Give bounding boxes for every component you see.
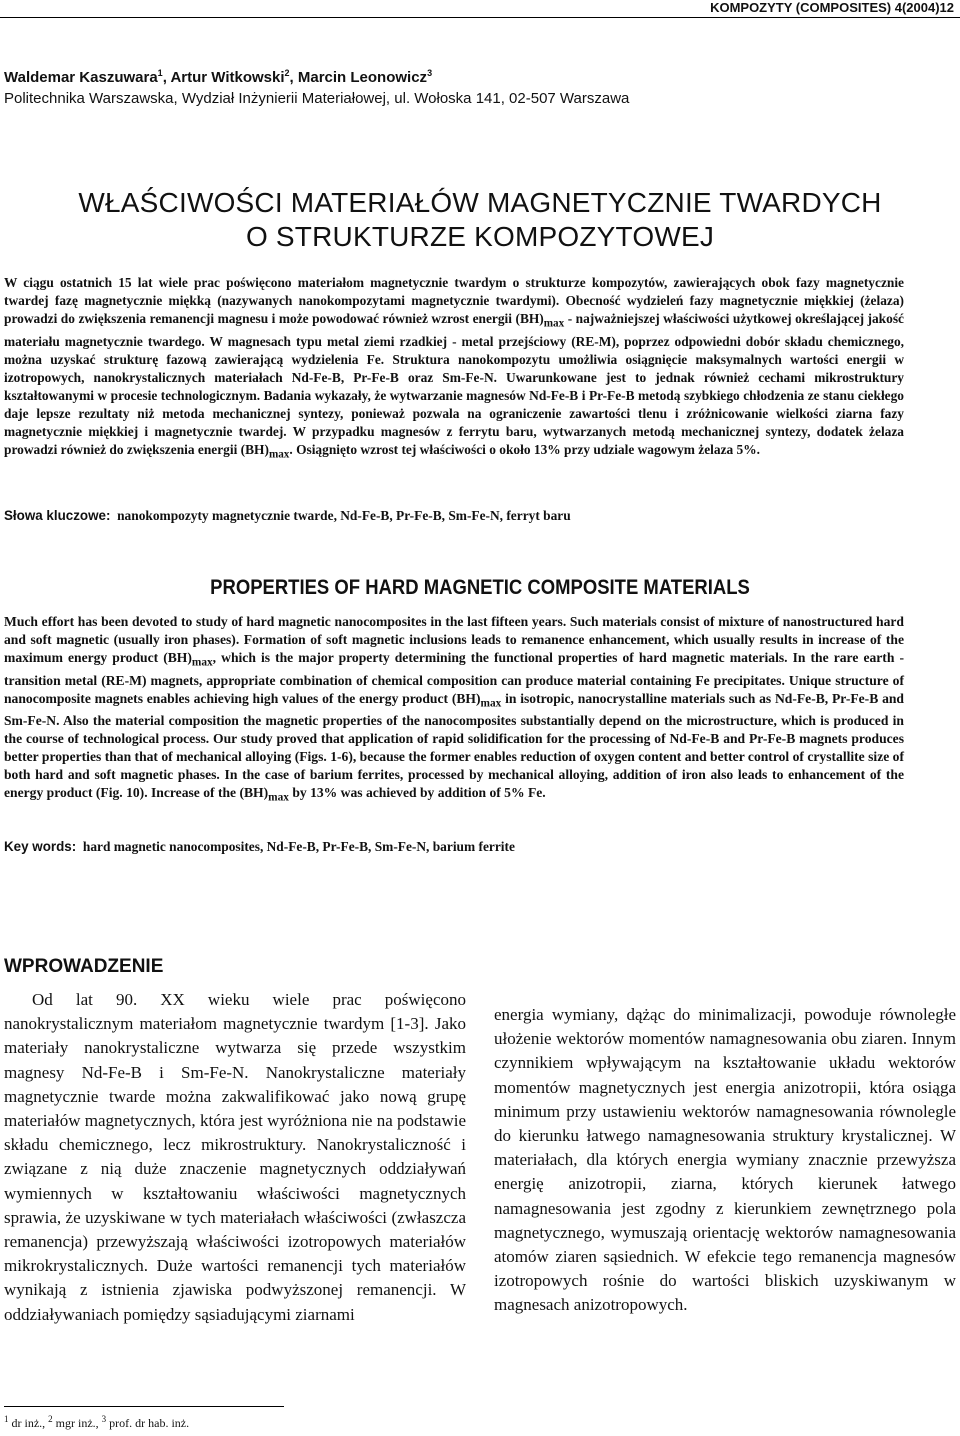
keywords-english bbox=[4, 839, 515, 855]
footnote-mark: 3 bbox=[101, 1414, 107, 1424]
author-name: Marcin Leonowicz bbox=[297, 69, 428, 86]
abstract-text: Much effort has been devoted to study of hard magnetic nanocomposites in the last fifteen years. Such materials consist of mixture of nanostructured hard and soft magnetic (usually iron phases). Formation of soft magnetic inclusions leads to remanence enhancement, which usually results in increase of the maximum energy product (BH) bbox=[4, 614, 904, 665]
title-line: O STRUKTURZE KOMPOZYTOWEJ bbox=[245, 221, 715, 252]
subscript: max bbox=[268, 448, 290, 461]
section-heading: WPROWADZENIE bbox=[4, 956, 164, 977]
subscript: max bbox=[543, 317, 565, 330]
abstract-text: by 13% was achieved by addition of 5% Fe. bbox=[288, 785, 546, 801]
author-mark: 1 bbox=[157, 68, 163, 78]
author-name: Waldemar Kaszuwara bbox=[4, 69, 158, 86]
paper-title-polish bbox=[0, 186, 960, 254]
author-mark: 3 bbox=[427, 68, 433, 78]
keywords-label: Key words: bbox=[4, 839, 77, 854]
footnote-mark: 1 bbox=[4, 1414, 9, 1424]
keywords-text: nanokompozyty magnetycznie twarde, Nd-Fe-B, Pr-Fe-B, Sm-Fe-N, ferryt baru bbox=[117, 508, 571, 523]
footnote-text: prof. dr hab. inż. bbox=[106, 1416, 190, 1430]
running-head bbox=[0, 0, 960, 18]
subscript: max bbox=[191, 656, 213, 669]
keywords-polish bbox=[4, 508, 571, 524]
subscript: max bbox=[480, 697, 502, 710]
subscript: max bbox=[268, 792, 289, 805]
abstract-text: - najważniejszej właściwości użytkowej określającej jakość materiału magnetycznie twardego. W magnesach typu metal ziemi rzadkiej - metal przejściowy (RE-M), poprzez odpowiedni dobór składu chemicznego, można uzyskać strukturę fazową zawierającą wydzielenia Fe. Struktura nanokompozytu umożliwia osiągnięcie maksymalnych wartości energii w izotropowych, nanokrystalicznych materiałach Nd-Fe-B, Pr-Fe-B oraz Sm-Fe-N. Uwarunkowane jest to jednak również cechami mikrostruktury kształtowanymi w procesie technologicznym. Badania wykazały, że wytwarzanie magnesów Nd-Fe-B i Pr-Fe-B metodą szybkiego chłodzenia ze stanu ciekłego daje lepsze rezultaty niż metoda mechanicznej syntezy, ponieważ pozwala na ograniczenie zawartości tlenu i zróżnicowanie wielkości ziarna fazy magnetycznie miękkiej i magnetycznie twardej. W przypadku magnesów z ferrytu baru, wytwarzanych metodą mechanicznej syntezy, dodatek żelaza prowadzi również do zwiększenia energii (BH) bbox=[4, 311, 904, 457]
abstract-text: in isotropic, nanocrystalline materials such as Nd-Fe-B, Pr-Fe-B and Sm-Fe-N. Also the material composition the magnetic properties of the nanocomposites substantially depend on the microstructure, which is produced in the course of technological process. Our study proved that application of rapid solidification for the processing of Nd-Fe-B and Pr-Fe-B magnets produces better properties than that of mechanical alloying (Figs. 1-6), because the former enables reduction of oxygen content and better control of crystallite size of both hard and soft magnetic phases. In the case of barium ferrites, processed by mechanical alloying, addition of iron also leads to enhancement of the energy product (Fig. 10). Increase of the (BH) bbox=[4, 690, 904, 801]
paper-title-english: PROPERTIES OF HARD MAGNETIC COMPOSITE MATERIALS bbox=[210, 576, 750, 599]
keywords-text: hard magnetic nanocomposites, Nd-Fe-B, Pr-Fe-B, Sm-Fe-N, barium ferrite bbox=[82, 839, 515, 854]
keywords-label: Słowa kluczowe: bbox=[4, 508, 111, 523]
abstract-text: . Osiągnięto wzrost tej właściwości o około 13% przy udziale wagowym żelaza 5%. bbox=[289, 441, 760, 457]
author-list: Waldemar Kaszuwara$^1$, Artur Witkowski$^2$, Marcin Leonowicz$^3$ bbox=[4, 68, 433, 86]
abstract-polish bbox=[4, 274, 904, 463]
abstract-text: W ciągu ostatnich 15 lat wiele prac poświęcono materiałom magnetycznie twardym o strukturze kompozytów, zawierających obok fazy magnetycznie twardej fazę magnetycznie miękką (nazywanych nanokompozytami magnetycznie twardymi). Obecność wydzieleń fazy magnetycznie miękkiej (żelaza) prowadzi do zwiększenia remanencji magnesu i może powodować również wzrost energii (BH) bbox=[4, 275, 904, 326]
abstract-text: , which is the major property determining the functional properties of hard magnetic materials. In the rare earth - transition metal (RE-M) magnets, appropriate combination of chemical composition can produce material containing Fe precipitates. Unique structure of nanocomposite magnets enables achieving high values of the energy product (BH) bbox=[4, 650, 904, 706]
journal-issue: KOMPOZYTY (COMPOSITES) 4(2004)12 bbox=[710, 0, 954, 15]
footnote-text: mgr inż., bbox=[52, 1416, 102, 1430]
title-line: WŁAŚCIWOŚCI MATERIAŁÓW MAGNETYCZNIE TWARDYCH bbox=[78, 187, 882, 218]
footnote-divider bbox=[4, 1406, 284, 1407]
body-column-left: Od lat 90. XX wieku wiele prac poświęcono nanokrystalicznym materiałom magnetycznie twardym [1-3]. Jako materiały nanokrystaliczne wytwarza się przede wszystkim magnesy Nd-Fe-B i Sm-Fe-N. Nanokrystaliczne materiały magnetycznie twarde można zakwalifikować jako nową grupę materiałów magnetycznych, która jest wyróżniona nie na podstawie składu chemicznego, lecz mikrostruktury. Nanokrystaliczność i związane z nią duże znaczenie magnetycznych oddziaływań wymiennych w kształtowaniu właściwości magnetycznych sprawia, że uzyskiwane w tych materiałach właściwości (zwłaszcza remanencja) przewyższają właściwości izotropowych materiałów mikrokrystalicznych. Duże wartości remanencji tych materiałów wynikają z istnienia zjawiska podwyższonej remanencji. W oddziaływaniach pomiędzy sąsiadującymi ziarnami bbox=[4, 990, 466, 1324]
author-mark: 2 bbox=[284, 68, 290, 78]
footnote-text: dr inż., bbox=[8, 1416, 49, 1430]
footnote bbox=[4, 1414, 189, 1431]
affiliation: Politechnika Warszawska, Wydział Inżynierii Materiałowej, ul. Wołoska 141, 02-507 Warszawa bbox=[4, 90, 630, 107]
author-name: Artur Witkowski bbox=[170, 69, 285, 86]
body-column-right: energia wymiany, dążąc do minimalizacji, powoduje równoległe ułożenie wektorów momentów namagnesowania obu ziaren. Innym czynnikiem wpływającym na kształtowanie układu wektorów momentów magnetycznych jest energia anizotropii, która osiąga minimum przy ustawieniu wektorów namagnesowania równolegle do kierunku łatwego namagnesowania struktury krystalicznej. W materiałach, dla których energia wymiany znacznie przewyższa energię anizotropii, ziarna, których kierunek łatwego namagnesowania jest zgodny z kierunkiem zewnętrznego pola magnetycznego, wymuszają orientację wektorów namagnesowania atomów ziaren sąsiednich. W efekcie tego remanencja magnesów izotropowych rośnie do wartości bliskich uzyskiwanym w magnesach anizotropowych. bbox=[494, 1005, 956, 1315]
abstract-english bbox=[4, 613, 904, 807]
footnote-mark: 2 bbox=[48, 1414, 53, 1424]
